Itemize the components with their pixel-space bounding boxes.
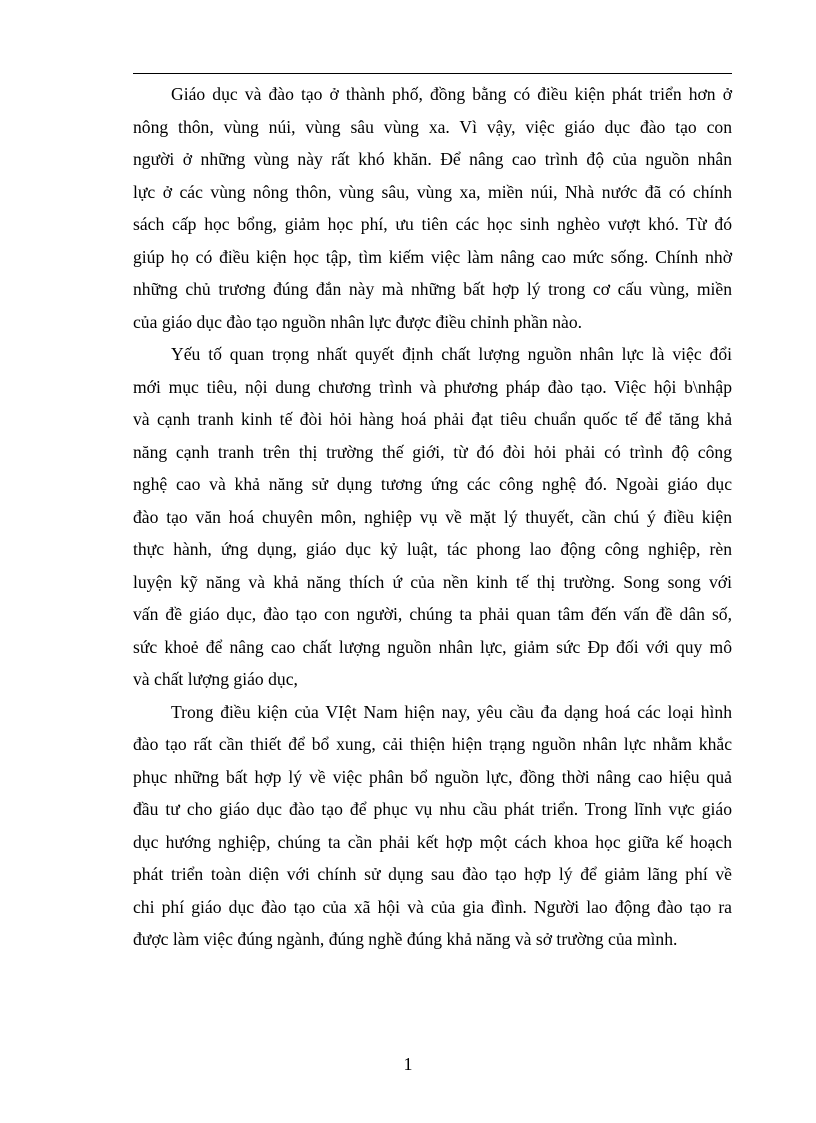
text-line: người ở những vùng này rất khó khăn. Để nâng cao trình độ của nguồn nhân xyxy=(133,149,732,169)
text-line: năng cạnh tranh trên thị trường thế giới, từ đó đòi hỏi phải có trình độ công xyxy=(133,441,732,462)
text-line: Trong điều kiện của VIệt Nam hiện nay, yêu cầu đa dạng hoá các loại hình xyxy=(171,701,732,722)
text-line: và chất lượng giáo dục, xyxy=(133,669,298,689)
header-rule xyxy=(133,73,732,74)
text-line: sức khoẻ để nâng cao chất lượng nguồn nhân lực, giảm sức Đp đối với quy mô xyxy=(133,636,732,657)
text-line: luyện kỹ năng và khả năng thích ứ của nền kinh tế thị trường. Song song với xyxy=(133,571,732,592)
text-line: chi phí giáo dục đào tạo của xã hội và của gia đình. Người lao động đào tạo ra xyxy=(133,896,732,917)
text-line: Giáo dục và đào tạo ở thành phố, đồng bằng có điều kiện phát triển hơn ở xyxy=(171,84,732,104)
text-line: những chủ trương đúng đắn này mà những bất hợp lý trong cơ cấu vùng, miền xyxy=(133,279,732,299)
text-line: lực ở các vùng nông thôn, vùng sâu, vùng xa, miền núi, Nhà nước đã có chính xyxy=(133,181,732,202)
text-line: mới mục tiêu, nội dung chương trình và phương pháp đào tạo. Việc hội b\nhập xyxy=(133,376,732,397)
text-line: nghệ cao và khả năng sử dụng tương ứng các công nghệ đó. Ngoài giáo dục xyxy=(133,474,732,494)
text-line: thực hành, ứng dụng, giáo dục kỷ luật, tác phong lao động công nghiệp, rèn xyxy=(133,539,732,559)
text-line: dục hướng nghiệp, chúng ta cần phải kết hợp một cách khoa học giữa kế hoạch xyxy=(133,831,732,852)
text-line: phục những bất hợp lý về việc phân bổ nguồn lực, đồng thời nâng cao hiệu quả xyxy=(133,766,732,787)
body-text xyxy=(133,78,732,956)
paragraph-2 xyxy=(133,338,732,696)
paragraph-3 xyxy=(133,696,732,956)
text-line: phát triển toàn diện với chính sử dụng sau đào tạo hợp lý để giảm lãng phí về xyxy=(133,864,732,884)
text-line: vấn đề giáo dục, đào tạo con người, chúng ta phải quan tâm đến vấn đề dân số, xyxy=(133,604,732,624)
text-line: đào tạo văn hoá chuyên môn, nghiệp vụ về mặt lý thuyết, cần chú ý điều kiện xyxy=(133,506,732,527)
text-line: của giáo dục đào tạo nguồn nhân lực được điều chỉnh phần nào. xyxy=(133,311,583,332)
page-number: 1 xyxy=(403,1054,413,1074)
text-line: đầu tư cho giáo dục đào tạo để phục vụ nhu cầu phát triển. Trong lĩnh vực giáo xyxy=(133,799,732,819)
text-line: đào tạo rất cần thiết để bổ xung, cải thiện hiện trạng nguồn nhân lực nhằm khắc xyxy=(133,734,732,754)
text-line: được làm việc đúng ngành, đúng nghề đúng khả năng và sở trường của mình. xyxy=(133,929,678,949)
text-line: giúp họ có điều kiện học tập, tìm kiếm việc làm nâng cao mức sống. Chính nhờ xyxy=(133,246,732,267)
text-line: và cạnh tranh kinh tế đòi hỏi hàng hoá phải đạt tiêu chuẩn quốc tế để tăng khả xyxy=(133,409,732,429)
text-line: sách cấp học bổng, giảm học phí, ưu tiên các học sinh nghèo vượt khó. Từ đó xyxy=(133,214,732,234)
text-line: nông thôn, vùng núi, vùng sâu vùng xa. Vì vậy, việc giáo dục đào tạo con xyxy=(133,116,732,137)
paragraph-1 xyxy=(133,78,732,338)
text-line: Yếu tố quan trọng nhất quyết định chất lượng nguồn nhân lực là việc đổi xyxy=(171,344,732,364)
